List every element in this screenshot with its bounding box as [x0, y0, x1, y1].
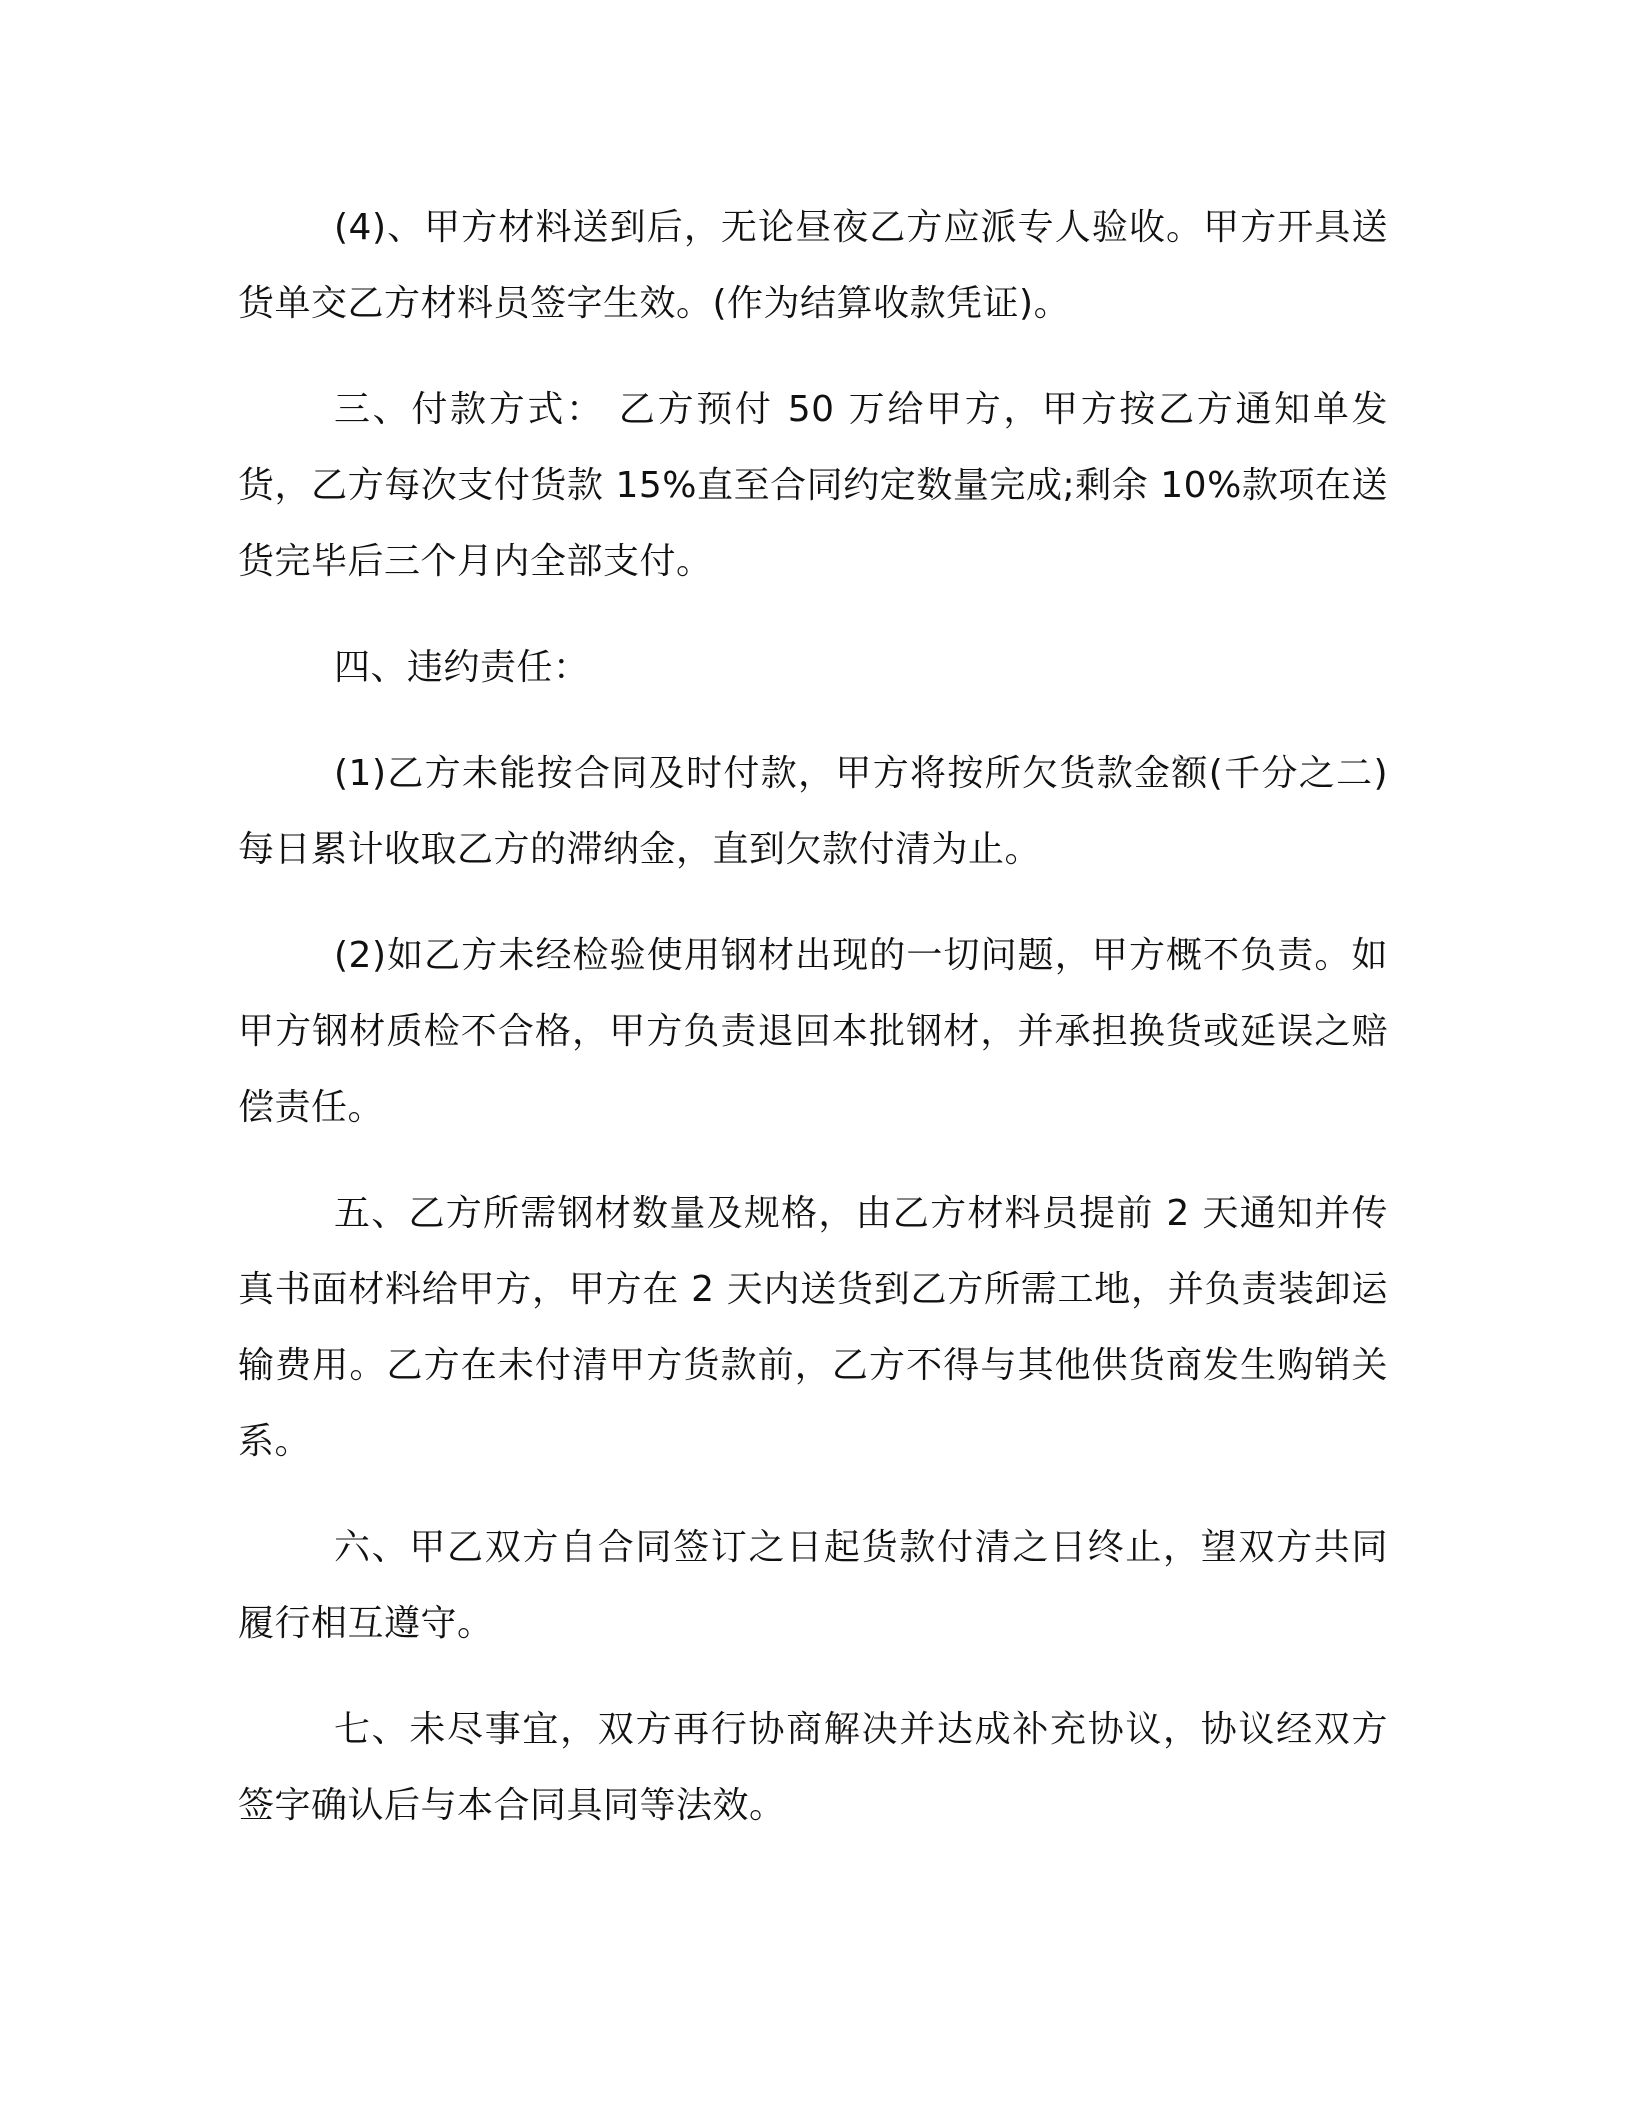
- paragraph-contract-term: 六、甲乙双方自合同签订之日起货款付清之日终止，望双方共同履行相互遵守。: [238, 1527, 1388, 1644]
- paragraph-supplementary-agreement: 七、未尽事宜，双方再行协商解决并达成补充协议，协议经双方签字确认后与本合同具同等法效。: [238, 1709, 1388, 1826]
- paragraph-breach-liability-heading: 四、违约责任：: [334, 647, 590, 688]
- paragraph-item-4-acceptance: (4)、甲方材料送到后，无论昼夜乙方应派专人验收。甲方开具送货单交乙方材料员签字生效。(作为结算收款凭证)。: [238, 207, 1388, 324]
- paragraph-late-payment-penalty: (1)乙方未能按合同及时付款，甲方将按所欠货款金额(千分之二)每日累计收取乙方的滞纳金，直到欠款付清为止。: [238, 753, 1388, 870]
- document-page: [238, 190, 1388, 1844]
- paragraph-quality-liability: (2)如乙方未经检验使用钢材出现的一切问题，甲方概不负责。如甲方钢材质检不合格，甲方负责退回本批钢材，并承担换货或延误之赔偿责任。: [238, 935, 1388, 1128]
- paragraph-payment-method: 三、付款方式： 乙方预付 50 万给甲方，甲方按乙方通知单发货，乙方每次支付货款 15%直至合同约定数量完成;剩余 10%款项在送货完毕后三个月内全部支付。: [238, 389, 1388, 582]
- paragraph-quantity-specification: 五、乙方所需钢材数量及规格，由乙方材料员提前 2 天通知并传真书面材料给甲方，甲方在 2 天内送货到乙方所需工地，并负责装卸运输费用。乙方在未付清甲方货款前，乙方不得与其他供货商发生购销关系。: [238, 1193, 1388, 1462]
